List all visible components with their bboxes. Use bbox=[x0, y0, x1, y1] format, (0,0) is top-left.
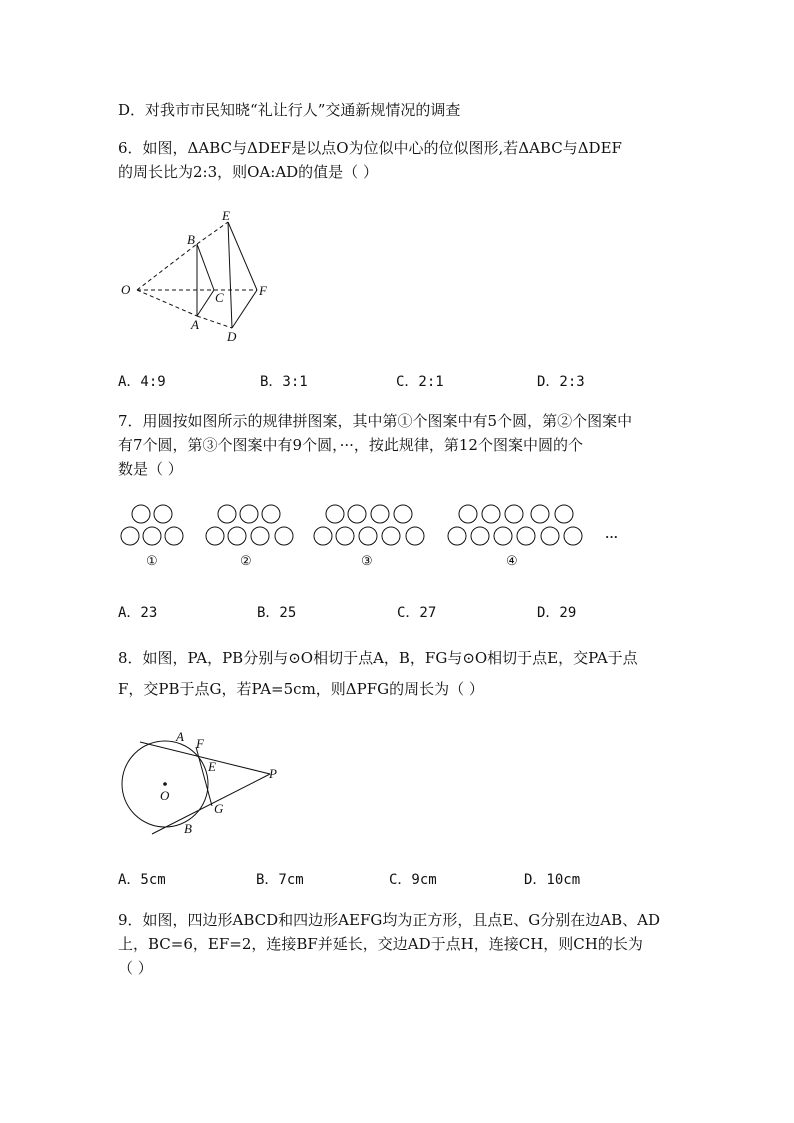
q6-figure bbox=[115, 205, 295, 345]
q7-option-d: D．29 bbox=[537, 605, 577, 621]
q7-label-2: ② bbox=[240, 553, 252, 568]
q6-option-c: C．2:1 bbox=[396, 374, 444, 390]
q9-text-line-1: 9．如图，四边形ABCD和四边形AEFG均为正方形，且点E、G分别在边AB、AD bbox=[118, 911, 661, 929]
q6-option-b: B．3:1 bbox=[260, 374, 308, 390]
q8-option-b: B．7cm bbox=[256, 872, 304, 888]
q6-label-O: O bbox=[121, 282, 131, 297]
q6-text-line-2: 的周长比为2:3，则OA:AD的值是（ ） bbox=[118, 163, 378, 181]
q7-label-1: ① bbox=[146, 553, 158, 568]
q8-label-B: B bbox=[184, 821, 192, 836]
q6-option-a: A．4:9 bbox=[118, 374, 166, 390]
q7-text-line-3: 数是（ ） bbox=[118, 460, 183, 478]
q6-label-F: F bbox=[259, 283, 267, 298]
q9-text-line-3: （ ） bbox=[118, 959, 153, 977]
q7-text-line-2: 有7个圆，第③个图案中有9个圆，···，按此规律，第12个图案中圆的个 bbox=[118, 436, 583, 454]
q7-label-4: ④ bbox=[506, 553, 518, 568]
q6-label-D: D bbox=[227, 329, 237, 344]
q8-label-E: E bbox=[208, 759, 216, 774]
q6-label-C: C bbox=[215, 290, 224, 305]
q8-label-P: P bbox=[269, 766, 277, 781]
q8-option-a: A．5cm bbox=[118, 872, 166, 888]
q6-label-B: B bbox=[187, 232, 195, 247]
q8-text-line-1: 8．如图，PA，PB分别与⊙O相切于点A，B，FG与⊙O相切于点E，交PA于点 bbox=[118, 649, 638, 667]
q8-label-G: G bbox=[214, 801, 224, 816]
q9-text-line-2: 上，BC=6，EF=2，连接BF并延长，交边AD于点H，连接CH，则CH的长为 bbox=[118, 935, 643, 953]
q8-label-F: F bbox=[196, 736, 204, 751]
q5-option-d: D．对我市市民知晓“礼让行人”交通新规情况的调查 bbox=[118, 101, 461, 119]
q8-option-c: C．9cm bbox=[389, 872, 437, 888]
q7-figure bbox=[115, 500, 635, 570]
q7-label-3: ③ bbox=[361, 553, 373, 568]
q8-label-A: A bbox=[176, 729, 184, 744]
q6-label-A: A bbox=[191, 317, 199, 332]
q7-option-c: C．27 bbox=[397, 605, 437, 621]
q7-text-line-1: 7．用圆按如图所示的规律拼图案，其中第①个图案中有5个圆，第②个图案中 bbox=[118, 412, 633, 430]
q6-option-d: D．2:3 bbox=[537, 374, 585, 390]
q6-text-line-1: 6．如图，ΔABC与ΔDEF是以点O为位似中心的位似图形,若ΔABC与ΔDEF bbox=[118, 139, 622, 157]
q8-option-d: D．10cm bbox=[524, 872, 581, 888]
q8-figure bbox=[115, 722, 290, 852]
q8-label-O: O bbox=[160, 788, 170, 803]
q7-option-b: B．25 bbox=[257, 605, 297, 621]
q7-ellipsis: ··· bbox=[605, 529, 619, 544]
q8-text-line-2: F，交PB于点G，若PA=5cm，则ΔPFG的周长为（ ） bbox=[118, 680, 484, 698]
q6-label-E: E bbox=[222, 208, 230, 223]
q7-option-a: A．23 bbox=[118, 605, 158, 621]
